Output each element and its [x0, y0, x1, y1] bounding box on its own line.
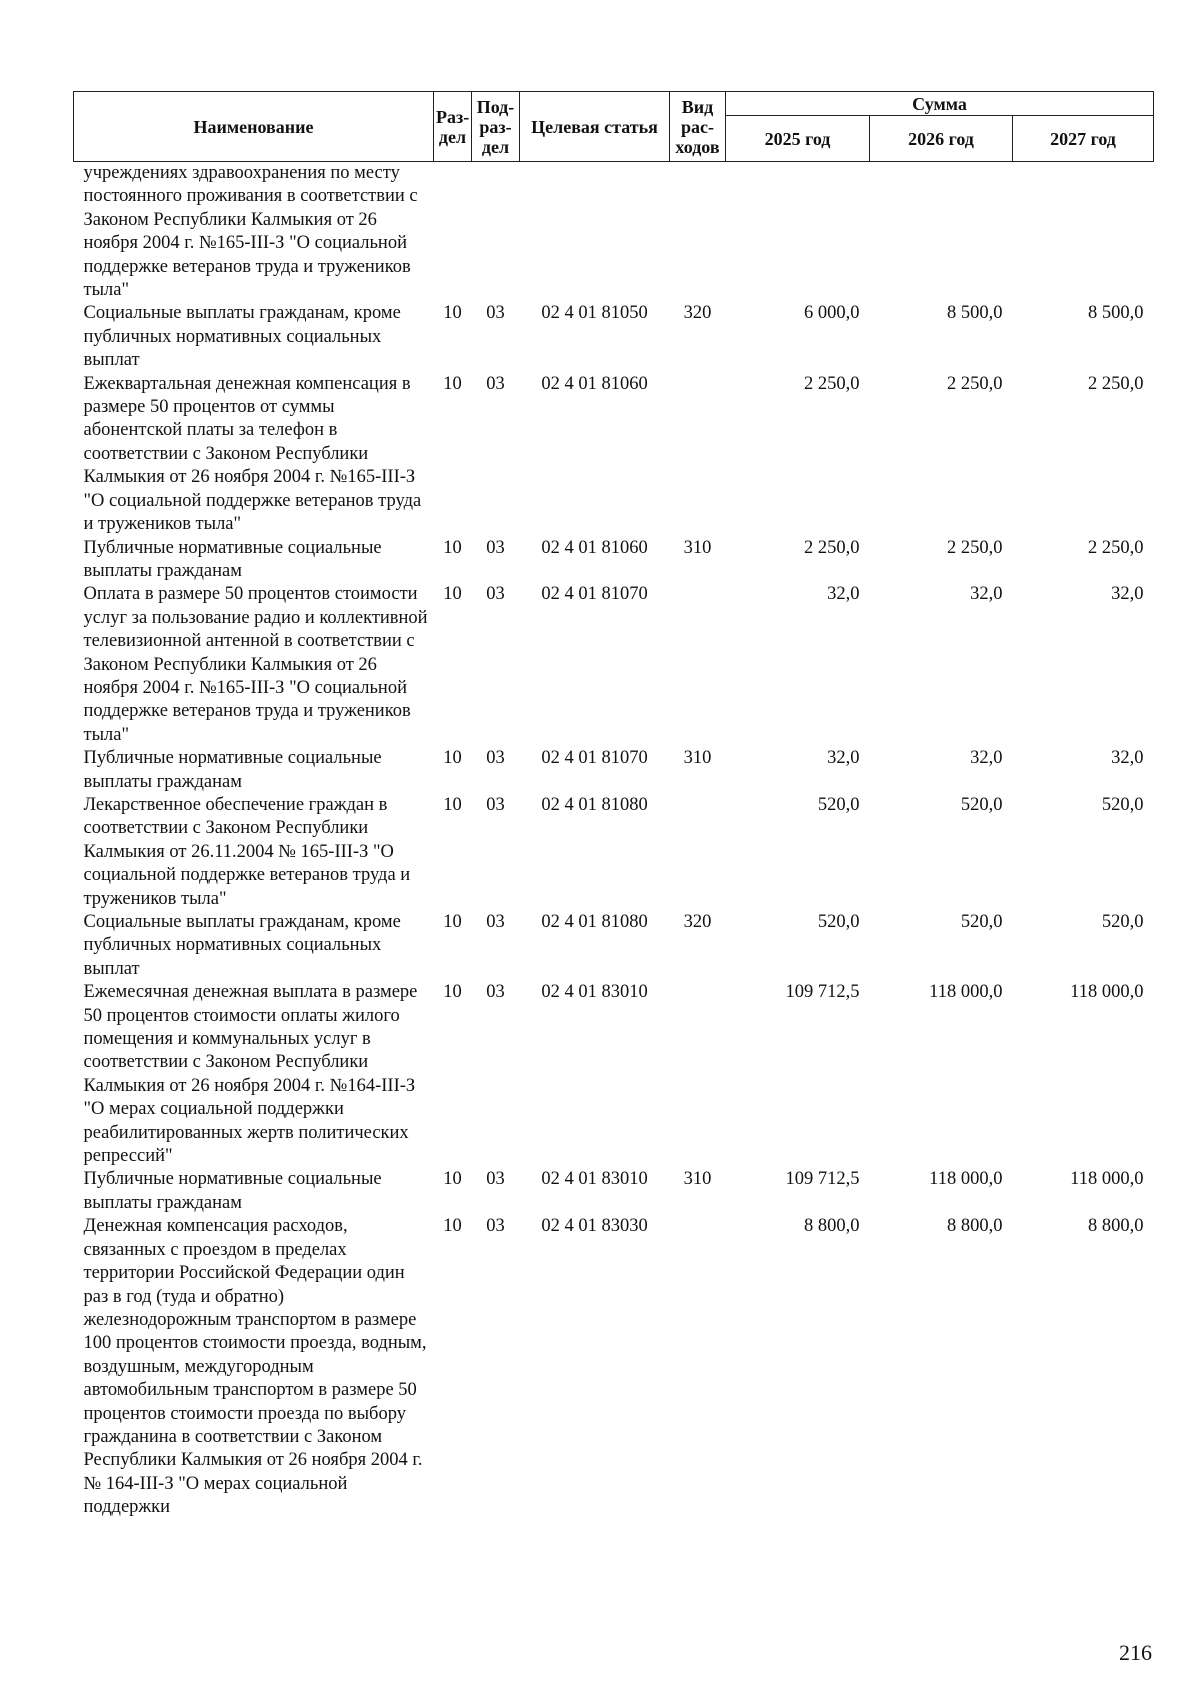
row-razdel: 10 — [443, 303, 462, 324]
row-sum-2025 — [726, 162, 870, 303]
row-razdel: 10 — [443, 1216, 462, 1237]
row-vid: 310 — [683, 1169, 712, 1190]
row-razdel: 10 — [443, 748, 462, 769]
row-sum-2027 — [1013, 162, 1154, 303]
row-sum-2027: 8 500,0 — [1088, 303, 1144, 324]
row-podrazdel: 03 — [486, 982, 505, 1003]
row-article: 02 4 01 83010 — [541, 1169, 648, 1190]
row-article: 02 4 01 81060 — [541, 373, 648, 394]
row-razdel: 10 — [443, 912, 462, 932]
row-name: Оплата в размере 50 процентов стоимости услуг за пользование радио и коллективной телевизионной антенной в соответствии с Законом Республики Калмыкия от 26 ноября 2004 г. №165-III-З "О социальной поддержке ветеранов труда и тружеников тыла" — [83, 584, 428, 745]
row-podrazdel — [472, 162, 520, 303]
row-article: 02 4 01 81070 — [541, 748, 648, 769]
table-row — [74, 1215, 1154, 1519]
row-razdel: 10 — [443, 982, 462, 1003]
row-podrazdel: 03 — [486, 303, 505, 324]
row-name: Социальные выплаты гражданам, кроме публичных нормативных социальных выплат — [83, 912, 401, 979]
row-sum-2026: 520,0 — [960, 794, 1003, 815]
header-name: Наименование — [74, 92, 434, 162]
row-sum-2027: 32,0 — [1111, 748, 1144, 769]
row-vid — [670, 981, 726, 1168]
table-row — [74, 373, 1154, 537]
row-sum-2026: 2 250,0 — [947, 373, 1003, 394]
row-sum-2025: 520,0 — [817, 912, 860, 932]
row-sum-2026: 118 000,0 — [929, 982, 1003, 1003]
row-name: Публичные нормативные социальные выплаты гражданам — [83, 537, 382, 581]
row-vid — [670, 162, 726, 303]
row-sum-2027: 118 000,0 — [1070, 1169, 1144, 1190]
row-sum-2025: 109 712,5 — [785, 1169, 860, 1190]
row-razdel: 10 — [443, 537, 462, 558]
row-sum-2026: 520,0 — [960, 912, 1003, 932]
row-sum-2027: 520,0 — [1101, 912, 1144, 932]
row-podrazdel: 03 — [486, 373, 505, 394]
row-sum-2026 — [870, 162, 1013, 303]
row-razdel: 10 — [443, 1169, 462, 1190]
table-row — [74, 537, 1154, 584]
row-sum-2026: 118 000,0 — [929, 1169, 1003, 1190]
row-sum-2027: 520,0 — [1101, 794, 1144, 815]
table-row — [74, 1168, 1154, 1215]
row-vid: 320 — [683, 912, 712, 932]
budget-table — [73, 91, 1154, 1520]
row-sum-2027: 8 800,0 — [1088, 1216, 1144, 1237]
row-vid — [670, 794, 726, 911]
row-podrazdel: 03 — [486, 1169, 505, 1190]
row-article: 02 4 01 83010 — [541, 982, 648, 1003]
row-article — [520, 162, 670, 303]
row-podrazdel: 03 — [486, 794, 505, 815]
row-name: Ежемесячная денежная выплата в размере 50 процентов стоимости оплаты жилого помещения и коммунальных услуг в соответствии с Законом Республики Калмыкия от 26 ноября 2004 г. №164-III-З "О мерах социальной поддержки реабилитированных жертв политических репрессий" — [83, 982, 418, 1167]
table-row — [74, 583, 1154, 747]
header-podrazdel: Под-раз-дел — [472, 92, 520, 162]
row-vid: 320 — [683, 303, 712, 324]
row-razdel: 10 — [443, 584, 462, 605]
row-sum-2026: 32,0 — [970, 748, 1003, 769]
row-article: 02 4 01 83030 — [541, 1216, 648, 1237]
row-podrazdel: 03 — [486, 912, 505, 932]
header-year-2026: 2026 год — [870, 116, 1013, 162]
row-name: учреждениях здравоохранения по месту постоянного проживания в соответствии с Законом Республики Калмыкия от 26 ноября 2004 г. №165-III-З "О социальной поддержке ветеранов труда и тружеников тыла" — [83, 163, 418, 301]
row-name: Денежная компенсация расходов, связанных с проездом в пределах территории Российской Федерации один раз в год (туда и обратно) железнодорожным транспортом в размере 100 процентов стоимости проезда, водным, воздушным, междугородным автомобильным транспортом в размере 50 процентов стоимости проезда по выбору гражданина в соответствии с Законом Республики Калмыкия от 26 ноября 2004 г. № 164-III-З "О мерах социальной поддержки — [83, 1216, 427, 1518]
table-row — [74, 911, 1154, 981]
table-header — [74, 92, 1154, 162]
document-page — [73, 91, 1153, 1520]
row-vid — [670, 583, 726, 747]
row-sum-2026: 8 800,0 — [947, 1216, 1003, 1237]
row-sum-2026: 8 500,0 — [947, 303, 1003, 324]
row-razdel — [434, 162, 472, 303]
header-article: Целевая статья — [520, 92, 670, 162]
header-year-2027: 2027 год — [1013, 116, 1154, 162]
row-podrazdel: 03 — [486, 584, 505, 605]
row-sum-2025: 2 250,0 — [804, 537, 860, 558]
page-number: 216 — [1119, 1640, 1152, 1665]
row-name: Ежеквартальная денежная компенсация в размере 50 процентов от суммы абонентской платы за телефон в соответствии с Законом Республики Калмыкия от 26 ноября 2004 г. №165-III-З "О социальной поддержке ветеранов труда и тружеников тыла" — [83, 373, 422, 535]
row-name: Публичные нормативные социальные выплаты гражданам — [83, 1169, 382, 1213]
row-name: Лекарственное обеспечение граждан в соответствии с Законом Республики Калмыкия от 26.11.2004 № 165-III-З "О социальной поддержке ветеранов труда и тружеников тыла" — [83, 794, 411, 909]
row-sum-2025: 2 250,0 — [804, 373, 860, 394]
table-row — [74, 747, 1154, 794]
row-vid: 310 — [683, 537, 712, 558]
header-razdel: Раз-дел — [434, 92, 472, 162]
row-vid — [670, 1215, 726, 1519]
row-sum-2025: 520,0 — [817, 794, 860, 815]
row-sum-2027: 2 250,0 — [1088, 373, 1144, 394]
row-name: Публичные нормативные социальные выплаты гражданам — [83, 748, 382, 792]
row-vid — [670, 373, 726, 537]
header-summa: Сумма — [726, 92, 1154, 116]
row-razdel: 10 — [443, 373, 462, 394]
row-sum-2025: 32,0 — [827, 748, 860, 769]
row-podrazdel: 03 — [486, 1216, 505, 1237]
table-row — [74, 794, 1154, 911]
table-row — [74, 162, 1154, 303]
header-year-2025: 2025 год — [726, 116, 870, 162]
row-article: 02 4 01 81080 — [541, 794, 648, 815]
row-podrazdel: 03 — [486, 748, 505, 769]
row-article: 02 4 01 81070 — [541, 584, 648, 605]
row-name: Социальные выплаты гражданам, кроме публичных нормативных социальных выплат — [83, 303, 401, 371]
table-body — [74, 162, 1154, 1520]
row-sum-2027: 32,0 — [1111, 584, 1144, 605]
row-sum-2025: 6 000,0 — [804, 303, 860, 324]
row-article: 02 4 01 81060 — [541, 537, 648, 558]
row-sum-2026: 2 250,0 — [947, 537, 1003, 558]
row-razdel: 10 — [443, 794, 462, 815]
row-article: 02 4 01 81080 — [541, 912, 648, 932]
table-row — [74, 302, 1154, 372]
row-sum-2025: 109 712,5 — [785, 982, 860, 1003]
table-row — [74, 981, 1154, 1168]
row-sum-2027: 118 000,0 — [1070, 982, 1144, 1003]
row-article: 02 4 01 81050 — [541, 303, 648, 324]
header-vid: Вид рас-ходов — [670, 92, 726, 162]
row-sum-2025: 32,0 — [827, 584, 860, 605]
row-sum-2026: 32,0 — [970, 584, 1003, 605]
row-sum-2027: 2 250,0 — [1088, 537, 1144, 558]
row-sum-2025: 8 800,0 — [804, 1216, 860, 1237]
row-vid: 310 — [683, 748, 712, 769]
row-podrazdel: 03 — [486, 537, 505, 558]
